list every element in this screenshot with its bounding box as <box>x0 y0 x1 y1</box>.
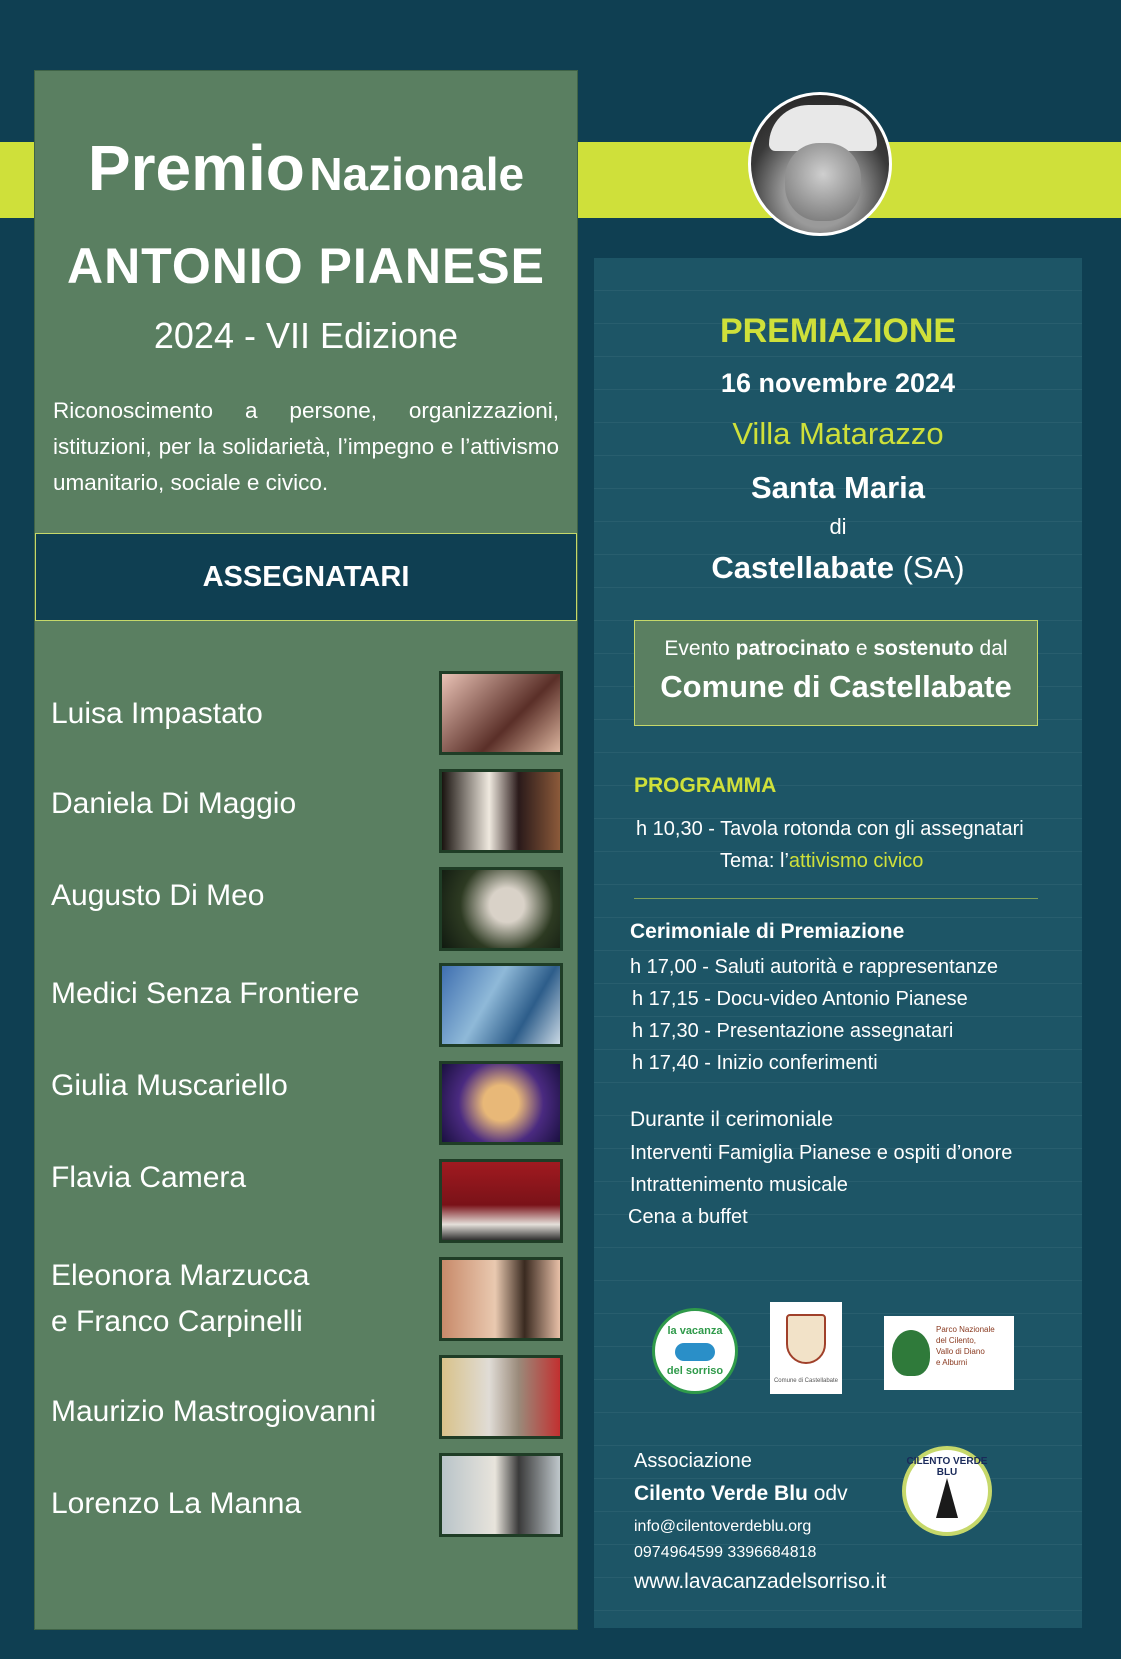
associazione-suffix: odv <box>813 1482 848 1505</box>
associazione-name: Cilento Verde Blu <box>634 1482 808 1505</box>
cerimoniale-item: h 17,15 - Docu-video Antonio Pianese <box>632 988 968 1010</box>
sponsor-word: patrocinato <box>735 637 850 660</box>
associazione-email: info@cilentoverdeblu.org <box>634 1518 812 1535</box>
winner-row <box>35 963 577 1051</box>
winner-row <box>35 1355 577 1443</box>
durante-item: Interventi Famiglia Pianese e ospiti d’onore <box>630 1142 1013 1164</box>
windmill-icon <box>936 1478 958 1518</box>
winner-name: Eleonora Marzucca <box>51 1259 310 1292</box>
tema-value: attivismo civico <box>788 850 924 872</box>
associazione-website: www.lavacanzadelsorriso.it <box>634 1570 887 1593</box>
winner-name: Lorenzo La Manna <box>51 1487 302 1520</box>
programma-heading: PROGRAMMA <box>634 774 777 797</box>
parco-line: Vallo di Diano <box>936 1347 985 1356</box>
winner-photo <box>439 1355 563 1439</box>
right-panel <box>594 258 1082 1628</box>
sponsor-word: Evento <box>664 637 730 660</box>
sponsor-line1 <box>635 637 1037 661</box>
winner-row <box>35 1453 577 1541</box>
parco-line: Parco Nazionale <box>936 1325 995 1334</box>
edition: 2024 - VII Edizione <box>153 315 459 356</box>
winner-name: Augusto Di Meo <box>51 879 265 912</box>
event-place-di: di <box>829 514 847 539</box>
parco-cilento-logo <box>884 1316 1014 1390</box>
event-place2-suffix: (SA) <box>902 550 965 585</box>
tema-label: Tema: l’ <box>720 850 789 872</box>
durante-item: Cena a buffet <box>628 1206 748 1228</box>
winner-name-line2: e Franco Carpinelli <box>51 1305 303 1338</box>
award-name: ANTONIO PIANESE <box>66 238 546 294</box>
winner-name: Luisa Impastato <box>51 697 263 730</box>
sponsor-line2: Comune di Castellabate <box>660 669 1012 704</box>
page-title <box>35 131 577 205</box>
winner-photo <box>439 963 563 1047</box>
programma-tema <box>720 850 923 873</box>
leaf-icon <box>892 1330 930 1376</box>
coat-of-arms-icon <box>786 1314 826 1364</box>
sponsor-box <box>634 620 1038 726</box>
vacanza-sorriso-logo <box>652 1308 738 1394</box>
winner-row <box>35 867 577 955</box>
programma-item: h 10,30 - Tavola rotonda con gli assegnatari <box>636 818 1024 840</box>
associazione-label: Associazione <box>634 1450 752 1472</box>
parco-line: del Cilento, <box>936 1336 977 1345</box>
event-date: 16 novembre 2024 <box>720 368 956 398</box>
comune-caption: Comune di Castellabate <box>773 1378 839 1384</box>
comune-castellabate-logo <box>770 1302 842 1394</box>
assegnatari-heading: ASSEGNATARI <box>35 533 577 621</box>
durante-heading: Durante il cerimoniale <box>630 1108 834 1131</box>
cerimoniale-item: h 17,00 - Saluti autorità e rappresentanze <box>630 956 999 978</box>
cilento-logo-text: CILENTO VERDE BLU <box>906 1456 988 1478</box>
event-place2 <box>594 550 1082 586</box>
title-nazionale: Nazionale <box>309 148 525 200</box>
durante-item: Intrattenimento musicale <box>630 1174 848 1196</box>
winner-row <box>35 1159 577 1247</box>
associazione-phones: 0974964599 3396684818 <box>634 1544 817 1561</box>
parco-line: e Alburni <box>936 1358 968 1367</box>
description: Riconoscimento a persone, organizzazioni, istituzioni, per la solidarietà, l’impegno e l’attivismo umanitario, sociale e civico. <box>53 398 559 495</box>
winner-row <box>35 671 577 759</box>
sponsor-word: sostenuto <box>873 637 974 660</box>
cilento-verde-blu-logo <box>902 1446 992 1536</box>
premiazione-heading: PREMIAZIONE <box>719 312 957 350</box>
sponsor-word: e <box>855 637 868 660</box>
winner-row <box>35 769 577 857</box>
associazione-name-line <box>634 1482 848 1506</box>
sponsor-word: dal <box>979 637 1008 660</box>
winner-row <box>35 1061 577 1149</box>
cerimoniale-heading: Cerimoniale di Premiazione <box>630 920 905 943</box>
winner-photo <box>439 1453 563 1537</box>
winner-name: Daniela Di Maggio <box>51 787 297 820</box>
logo-text-top: la vacanza <box>667 1325 723 1337</box>
handshake-icon <box>675 1343 715 1361</box>
winner-photo <box>439 1159 563 1243</box>
winner-photo <box>439 671 563 755</box>
parco-text <box>936 1324 1012 1368</box>
winner-name: Maurizio Mastrogiovanni <box>51 1395 377 1428</box>
logo-text-bottom: del sorriso <box>666 1365 724 1377</box>
winner-name: Giulia Muscariello <box>51 1069 288 1102</box>
divider <box>634 898 1038 899</box>
winner-name: Flavia Camera <box>51 1161 247 1194</box>
portrait-photo <box>748 92 892 236</box>
winner-photo <box>439 1061 563 1145</box>
winner-photo <box>439 1257 563 1341</box>
cerimoniale-item: h 17,30 - Presentazione assegnatari <box>632 1020 954 1042</box>
title-premio: Premio <box>87 132 305 204</box>
winner-photo <box>439 769 563 853</box>
event-place2-name: Castellabate <box>711 550 894 585</box>
cerimoniale-item: h 17,40 - Inizio conferimenti <box>632 1052 878 1074</box>
winner-photo <box>439 867 563 951</box>
winner-row <box>35 1257 577 1345</box>
event-place1: Santa Maria <box>750 470 925 505</box>
winner-name: Medici Senza Frontiere <box>51 977 360 1010</box>
left-panel <box>34 70 578 1630</box>
event-venue: Villa Matarazzo <box>732 416 944 451</box>
